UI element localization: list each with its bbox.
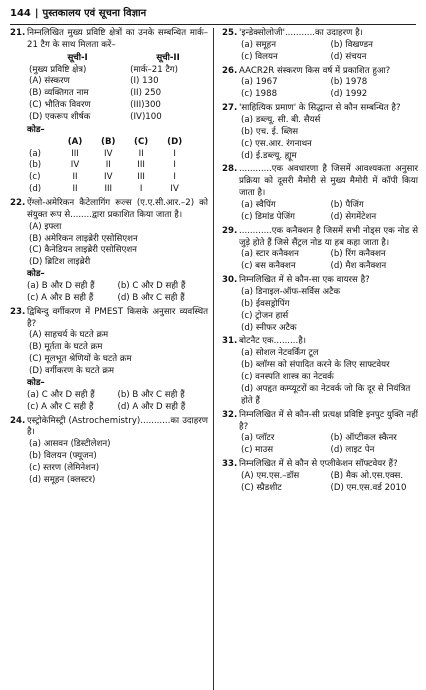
code-cell: (d) [29,184,42,195]
option: (a) स्वैपिंग [241,200,276,211]
question-31 [222,336,418,407]
code-cell: II [72,172,78,183]
question-21 [10,28,208,196]
question-25 [222,28,418,64]
option: (c) 1988 [241,89,278,100]
option: (b) पैजिंग [330,200,364,211]
match-item: (B) व्यक्तिगत नाम [29,88,89,99]
option: (A) एम.एस.–डॉस [241,470,300,481]
answer-choice: (a) C और D सही हैं [27,389,95,400]
option: (B) मैक ओ.एस.एक्स. [330,470,404,481]
question-32 [222,410,418,457]
header-rule [10,24,416,25]
list-2-subheading: (मार्क–21 टैग) [130,64,178,75]
answer-choice: (b) C और D सही हैं [117,281,186,292]
question-text: ऐंग्लो-अमेरिकन कैटेलागिंग रूल्स (ए.ए.सी.आर.–2) को संयुक्त रूप से........द्वारा प्रकाशित किया जाता है। [27,198,208,220]
option: (c) एस.आर. रंगनाथन [241,138,312,149]
option: (a) समूहन [241,39,276,50]
code-cell: I [139,184,143,195]
option: (D) वर्गीकरण के घटते क्रम [29,366,115,377]
match-item: (IV)100 [130,112,162,123]
code-head: (C) [134,136,149,147]
code-cell: III [137,172,145,183]
option: (D) एम.एस.वर्ड 2010 [330,482,407,493]
option: (B) अमेरिकन लाइब्रेरी एसोसिएशन [29,233,138,244]
question-text: बोटनैट एक.........है। [239,336,307,347]
option: (d) 1992 [330,89,368,100]
question-28 [222,164,418,223]
code-cell: I [173,148,176,159]
question-text: निम्नलिखित में से कौन-सी प्रत्यक्ष प्रविष्टि इनपुट युक्ति नहीं है? [239,409,418,432]
option: (a) स्टार कनैक्शन [241,249,299,260]
question-number: 32. [222,409,238,420]
code-cell: (b) [29,160,42,171]
book-title: पुस्तकालय एवं सूचना विज्ञान [42,8,147,20]
option: (b) रिंग कनैक्शन [330,249,386,260]
list-1-subheading: (मुख्य प्रविष्टि क्षेत्र) [29,64,87,75]
code-cell: IV [104,148,113,159]
question-text: द्विबिन्दु वर्गीकरण में PMEST किसके अनुसार व्यवस्थित है? [27,306,208,329]
page-header [10,6,416,22]
question-text: निम्नलिखित में से कौन से एप्लीकेशन सॉफ्टवेयर हैं? [239,459,398,470]
option: (d) मैश कनैक्शन [330,261,387,272]
question-number: 22. [10,198,26,209]
option: (C) स्प्रैडशीट [241,482,282,493]
option: (b) 1978 [330,77,368,88]
question-text: AACR2R संस्करण किस वर्ष में प्रकाशित हुआ? [239,65,391,76]
match-item: (A) संस्करण [29,76,70,87]
option: (d) संचयन [330,51,367,62]
option: (C) कैनेडियन लाइब्रेरी एसोसिएशन [29,245,137,256]
code-head: (D) [167,136,183,147]
question-text: 'इन्डेक्सोलोजी'...........का उदाहरण है। [239,28,363,38]
code-cell: II [72,184,78,195]
question-number: 30. [222,275,238,286]
option: (b) ब्लॉग्स को संपादित करने के लिए साफ्टवेयर [241,360,390,371]
code-cell: III [104,184,113,195]
question-number: 23. [10,306,26,317]
code-cell: II [138,148,144,159]
code-head: (B) [101,136,116,147]
match-item: (D) एकरूप शीर्षक [29,112,91,123]
code-label: कोड– [27,377,45,388]
question-33 [222,459,418,495]
question-27 [222,103,418,162]
code-cell: (c) [29,172,41,183]
option: (a) डब्ल्यू. सी. बी. सैयर्स [241,115,321,126]
question-24 [10,416,208,487]
option: (A) साहचर्य के घटते क्रम [29,330,109,341]
question-29 [222,226,418,273]
option: (d) अपहृत कम्प्यूटरों का नेटवर्क जो कि दूर से नियंत्रित होते हैं [241,383,411,406]
match-item: (I) 130 [130,76,159,87]
list-1-heading: सूची-I [67,52,88,63]
option: (c) माउस [241,445,274,456]
option: (c) वनस्पति शास्त्र का नेटवर्क [241,372,334,383]
question-number: 24. [10,415,26,426]
question-text: ............एक अवधारणा है जिसमें आवश्यकता अनुसार प्रक्रिया को दूसरी मैमोरी से मुख्य मैमोरी में कॉपी किया जाता है। [239,164,418,199]
code-head [29,137,58,149]
match-item: (II) 250 [130,88,162,99]
question-text: एस्ट्रोकेमिस्ट्री (Astrochemistry)...........का उदाहरण है। [27,415,208,438]
question-number: 29. [222,225,238,236]
option: (c) विलयन [241,51,278,62]
option: (b) विखण्डन [330,39,373,50]
question-number: 27. [222,103,238,114]
code-cell: IV [104,172,113,183]
option: (b) एच. ई. ब्लिस [241,126,299,137]
option: (a) 1967 [241,77,278,88]
answer-choice: (c) A और B सही हैं [27,292,94,303]
option: (d) समूहन (क्लस्टर) [29,474,96,485]
question-text: निम्नलिखित मुख्य प्रविष्टि क्षेत्रों का उनके सम्बन्धित मार्क–21 टैग के साथ मिलता करें– [27,28,208,50]
option: (D) ब्रिटिश लाइब्रेरी [29,257,91,268]
answer-choice: (a) B और D सही हैं [27,281,95,292]
question-number: 26. [222,65,238,76]
match-table [27,53,208,124]
code-cell: IV [170,184,179,195]
question-text: ............एक कनैक्शन है जिसमें सभी नोड्स एक नोड से जुड़े होते हैं जिसे सैंट्रल नोड या हब कहा जाता है। [239,225,418,248]
option: (c) डिमांड पेजिंग [241,211,296,222]
option: (d) सेगमेंटेशन [330,211,377,222]
option: (b) ऑप्टीकल स्कैनर [330,433,397,444]
list-2-heading: सूची-II [156,52,180,63]
option: (A) इफ्ला [29,221,62,232]
columns [10,28,418,690]
code-label: कोड– [27,124,45,135]
option: (a) प्लॉटर [241,433,275,444]
match-item: (III)300 [130,100,161,111]
question-22 [10,198,208,305]
code-label: कोड– [27,269,45,280]
question-23 [10,307,208,414]
question-text: निम्नलिखित में से कौन-सा एक वायरस है? [239,275,370,286]
question-number: 31. [222,336,238,347]
option: (a) डिनाइल-ऑफ-सर्विस अटैक [241,287,341,298]
code-head: (A) [67,136,83,147]
question-number: 25. [222,28,238,38]
answer-choice: (d) B और C सही हैं [117,292,185,303]
option: (b) विलयन (फ्यूजन) [29,451,97,462]
code-cell: III [71,148,79,159]
question-number: 33. [222,459,238,470]
question-26 [222,66,418,102]
right-column [214,28,418,690]
option: (c) बस कनैक्शन [241,261,296,272]
code-cell: I [173,160,176,171]
option: (a) आसवन (डिस्टीलेशन) [29,439,111,450]
question-30 [222,275,418,334]
option: (b) ईवसड्रोपिंग [241,298,290,309]
answer-choice: (d) A और D सही हैं [117,401,186,412]
option: (c) ट्रोजन हार्स [241,310,289,321]
code-cell: II [105,160,111,171]
option: (c) स्तरण (लेमिनेशन) [29,462,100,473]
page-number: 144 [10,8,31,20]
question-text: 'साहित्यिक प्रमाण' के सिद्धान्त से कौन सम्बन्धित है? [239,103,401,114]
option: (d) ई.डब्ल्यू. ह्यूम [241,150,297,161]
option: (B) मूर्तता के घटते क्रम [29,342,103,353]
question-number: 28. [222,164,238,175]
option: (a) सोशल नेटवर्किंग टूल [241,348,319,359]
question-number: 21. [10,28,26,38]
code-cell: (a) [29,148,41,159]
answer-choice: (c) A और C सही हैं [27,401,94,412]
match-item: (C) भौतिक विवरण [29,100,91,111]
left-column [10,28,214,690]
option: (d) लाइट पेन [330,445,375,456]
header-separator: | [34,8,39,20]
code-cell: III [137,160,145,171]
answer-choice: (b) B और C सही हैं [117,389,185,400]
code-table [29,137,192,196]
option: (d) स्नीफर अटैक [241,322,297,333]
code-cell: I [173,172,176,183]
option: (C) मूलभूत श्रेणियों के घटते क्रम [29,354,132,365]
code-cell: IV [70,160,80,171]
